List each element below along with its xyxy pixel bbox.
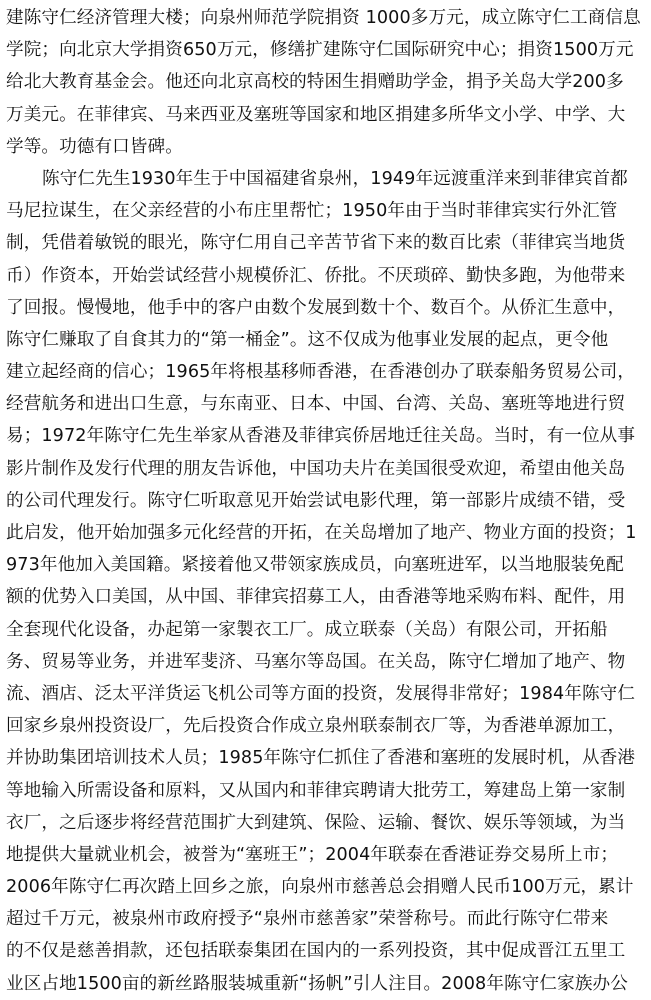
text-line: 此启发，他开始加强多元化经营的开拓，在关岛增加了地产、物业方面的投资；1 [6, 523, 637, 543]
text-line: 建陈守仁经济管理大楼；向泉州师范学院捐资 1000多万元，成立陈守仁工商信息 [6, 8, 641, 28]
text-line: 973年他加入美国籍。紧接着他又带领家族成员，向塞班进军，以当地服装免配 [6, 555, 624, 576]
text-line: 陈守仁赚取了自食其力的“第一桶金”。这不仅成为他事业发展的起点，更令他 [6, 329, 609, 350]
text-line: 回家乡泉州投资设厂，先后投资合作成立泉州联泰制衣厂等，为香港单源加工， [6, 716, 626, 737]
text-line: 学院；向北京大学捐资650万元，修缮扩建陈守仁国际研究中心；捐资1500万元 [6, 40, 634, 61]
text-line: 的不仅是慈善捐款，还包括联泰集团在国内的一系列投资，其中促成晋江五里工 [6, 941, 626, 962]
text-line: 了回报。慢慢地，他手中的客户由数个发展到数十个、数百个。从侨汇生意中， [6, 297, 626, 318]
text-line: 地提供大量就业机会，被誉为“塞班王”；2004年联泰在香港证券交易所上市； [6, 844, 619, 865]
text-line: 流、酒店、泛太平洋货运飞机公司等方面的投资，发展得非常好；1984年陈守仁 [6, 683, 636, 704]
text-line: 经营航务和进出口生意，与东南亚、日本、中国、台湾、关岛、塞班等地进行贸 [6, 394, 626, 415]
text-line: 制，凭借着敏锐的眼光，陈守仁用自己辛苦节省下来的数百比索（菲律宾当地货 [6, 233, 626, 254]
text-line: 务、贸易等业务，并进军斐济、马塞尔等岛国。在关岛，陈守仁增加了地产、物 [6, 651, 626, 672]
text-line: 万美元。在菲律宾、马来西亚及塞班等国家和地区捐建多所华文小学、中学、大 [6, 104, 626, 125]
text-line: 学等。功德有口皆碑。 [6, 136, 183, 157]
text-line: 给北大教育基金会。他还向北京高校的特困生捐赠助学金，捐予关岛大学200多 [6, 72, 624, 93]
text-line: 马尼拉谋生，在父亲经营的小布庄里帮忙；1950年由于当时菲律宾实行外汇管 [6, 201, 618, 222]
text-line: 衣厂，之后逐步将经营范围扩大到建筑、保险、运输、餐饮、娱乐等领域，为当 [6, 812, 626, 833]
text-line: 影片制作及发行代理的朋友告诉他，中国功夫片在美国很受欢迎，希望由他关岛 [6, 458, 626, 479]
text-line: 的公司代理发行。陈守仁听取意见开始尝试电影代理，第一部影片成绩不错，受 [6, 490, 626, 511]
text-line: 易；1972年陈守仁先生举家从香港及菲律宾侨居地迁往关岛。当时，有一位从事 [6, 426, 636, 447]
text-line: 超过千万元，被泉州市政府授予“泉州市慈善家”荣誉称号。而此行陈守仁带来 [6, 909, 609, 930]
text-line: 全套现代化设备，办起第一家製衣工厂。成立联泰（关岛）有限公司，开拓船 [6, 619, 608, 640]
paragraph-first-line: 陈守仁先生1930年生于中国福建省泉州，1949年远渡重洋来到菲律宾首都 [42, 168, 628, 189]
text-line: 建立起经商的信心；1965年将根基移师香港，在香港创办了联泰船务贸易公司， [6, 362, 636, 383]
text-line: 额的优势入口美国，从中国、菲律宾招募工人，由香港等地采购布料、配件，用 [6, 587, 626, 608]
text-line: 等地输入所需设备和原料，又从国内和菲律宾聘请大批劳工，筹建岛上第一家制 [6, 780, 626, 801]
text-line: 币）作资本，开始尝试经营小规模侨汇、侨批。不厌琐碎、勤快多跑，为他带来 [6, 265, 626, 286]
text-line: 业区占地1500亩的新丝路服装城重新“扬帆”引人注目。2008年陈守仁家族办公 [6, 973, 628, 994]
text-line: 2006年陈守仁再次踏上回乡之旅，向泉州市慈善总会捐赠人民币100万元，累计 [6, 877, 634, 898]
text-line: 并协助集团培训技术人员；1985年陈守仁抓住了香港和塞班的发展时机，从香港 [6, 748, 636, 769]
